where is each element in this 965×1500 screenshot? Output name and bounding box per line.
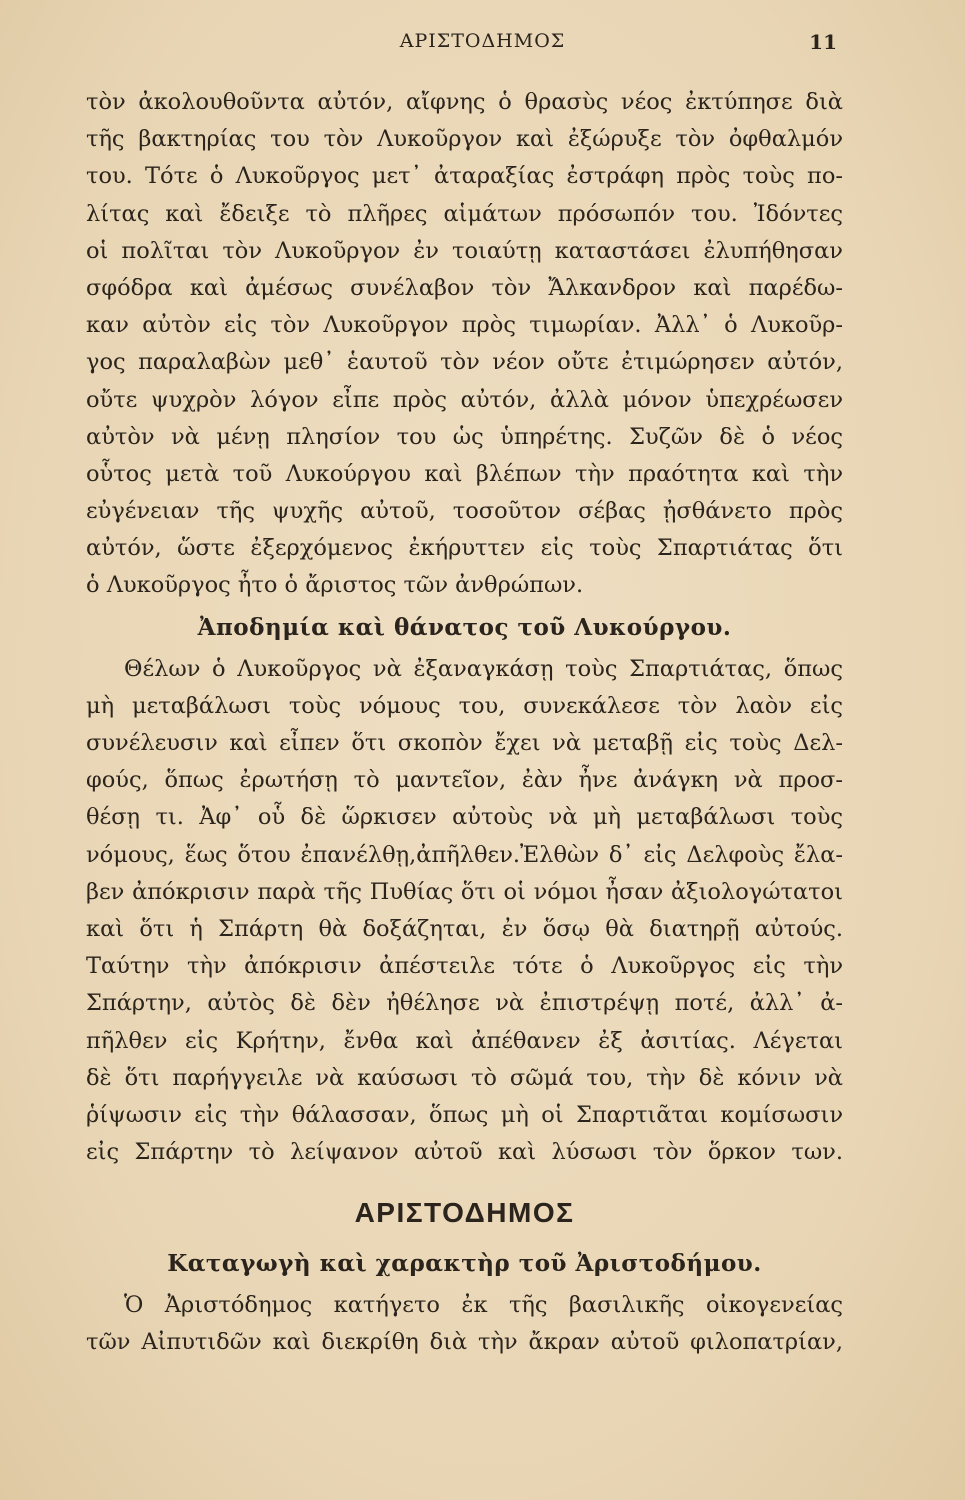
text-line: Σπάρτην, αὐτὸς δὲ δὲν ἠθέλησε νὰ ἐπιστρέψῃ ποτέ, ἀλλ᾽ ἀ- [86,990,843,1017]
text-line: βεν ἀπόκρισιν παρὰ τῆς Πυθίας ὅτι οἱ νόμοι ἦσαν ἀξιολογώτατοι [86,878,843,905]
text-line: οἱ πολῖται τὸν Λυκοῦργον ἐν τοιαύτῃ καταστάσει ἐλυπήθησαν [86,237,843,264]
text-line: καὶ ὅτι ἡ Σπάρτη θὰ δοξάζηται, ἐν ὅσῳ θὰ διατηρῇ αὐτούς. [86,915,843,942]
text-line: τῆς βακτηρίας του τὸν Λυκοῦργον καὶ ἐξώρυξε τὸν ὀφθαλμόν [86,126,843,153]
text-line: σφόδρα καὶ ἀμέσως συνέλαβον τὸν Ἄλκανδρον καὶ παρέδω- [86,274,843,301]
running-head [0,30,965,56]
text-line: λίτας καὶ ἔδειξε τὸ πλῆρες αἱμάτων πρόσωπόν του. Ἰδόντες [86,200,843,227]
text-line: ὁ Λυκοῦργος ἦτο ὁ ἄριστος τῶν ἀνθρώπων. [86,572,584,599]
text-line: Ὁ Ἀριστόδημος κατήγετο ἐκ τῆς βασιλικῆς οἰκογενείας [124,1292,843,1319]
text-line: φούς, ὅπως ἐρωτήσῃ τὸ μαντεῖον, ἐὰν ἦνε ἀνάγκη νὰ προσ- [86,767,843,794]
paragraph-departure-and-death [86,651,843,1172]
paragraph-lycurgus-blinded [86,84,843,605]
text-line: Θέλων ὁ Λυκοῦργος νὰ ἐξαναγκάσῃ τοὺς Σπαρτιάτας, ὅπως [124,655,843,682]
text-line: θέσῃ τι. Ἀφ᾽ οὗ δὲ ὥρκισεν αὐτοὺς νὰ μὴ μεταβάλωσι τοὺς [86,804,843,831]
text-line: τῶν Αἰπυτιδῶν καὶ διεκρίθη διὰ τὴν ἄκραν αὐτοῦ φιλοπατρίαν, [86,1329,843,1356]
text-line: αὐτὸν νὰ μένῃ πλησίον του ὡς ὑπηρέτης. Συζῶν δὲ ὁ νέος [86,423,843,450]
running-title: ΑΡΙΣΤΟΔΗΜΟΣ [399,30,566,52]
text-line: οὗτος μετὰ τοῦ Λυκούργου καὶ βλέπων τὴν πραότητα καὶ τὴν [86,460,843,487]
chapter-title: ΑΡΙΣΤΟΔΗΜΟΣ [354,1197,575,1229]
text-line: γος παραλαβὼν μεθ᾽ ἑαυτοῦ τὸν νέον οὔτε ἐτιμώρησεν αὐτόν, [86,349,843,376]
text-line: οὔτε ψυχρὸν λόγον εἶπε πρὸς αὐτόν, ἀλλὰ μόνον ὑπεχρέωσεν [86,386,843,413]
text-line: καν αὐτὸν εἰς τὸν Λυκοῦργον πρὸς τιμωρίαν. Ἀλλ᾽ ὁ Λυκοῦρ- [86,312,843,339]
text-line: Ταύτην τὴν ἀπόκρισιν ἀπέστειλε τότε ὁ Λυκοῦργος εἰς τὴν [86,953,843,980]
text-line: τὸν ἀκολουθοῦντα αὐτόν, αἴφνης ὁ θρασὺς νέος ἐκτύπησε διὰ [86,89,843,115]
text-line: μὴ μεταβάλωσι τοὺς νόμους του, συνεκάλεσε τὸν λαὸν εἰς [86,692,843,719]
page-number: 11 [809,30,837,54]
text-line: αὐτόν, ὥστε ἐξερχόμενος ἐκήρυττεν εἰς τοὺς Σπαρτιάτας ὅτι [86,535,843,562]
text-line: πῆλθεν εἰς Κρήτην, ἔνθα καὶ ἀπέθανεν ἐξ ἀσιτίας. Λέγεται [86,1027,843,1054]
paragraph-aristodemus-origin [86,1287,843,1361]
text-line: δὲ ὅτι παρήγγειλε νὰ καύσωσι τὸ σῶμά του, τὴν δὲ κόνιν νὰ [86,1064,843,1091]
section-heading: Ἀποδημία καὶ θάνατος τοῦ Λυκούργου. [197,613,732,641]
text-line: ῥίψωσιν εἰς τὴν θάλασσαν, ὅπως μὴ οἱ Σπαρτιᾶται κομίσωσιν [86,1101,843,1128]
text-line: συνέλευσιν καὶ εἶπεν ὅτι σκοπὸν ἔχει νὰ μεταβῇ εἰς τοὺς Δελ- [86,730,843,756]
text-line: εὐγένειαν τῆς ψυχῆς αὐτοῦ, τοσοῦτον σέβας ᾐσθάνετο πρὸς [86,498,843,525]
section-heading: Καταγωγὴ καὶ χαρακτὴρ τοῦ Ἀριστοδήμου. [167,1250,762,1278]
text-line: νόμους, ἕως ὅτου ἐπανέλθῃ,ἀπῆλθεν.Ἐλθὼν δ᾽ εἰς Δελφοὺς ἔλα- [86,841,843,868]
text-line: εἰς Σπάρτην τὸ λείψανον αὐτοῦ καὶ λύσωσι τὸν ὅρκον των. [86,1139,843,1166]
body-text [86,84,843,1362]
text-line: του. Τότε ὁ Λυκοῦργος μετ᾽ ἀταραξίας ἐστράφη πρὸς τοὺς πο- [86,163,843,190]
